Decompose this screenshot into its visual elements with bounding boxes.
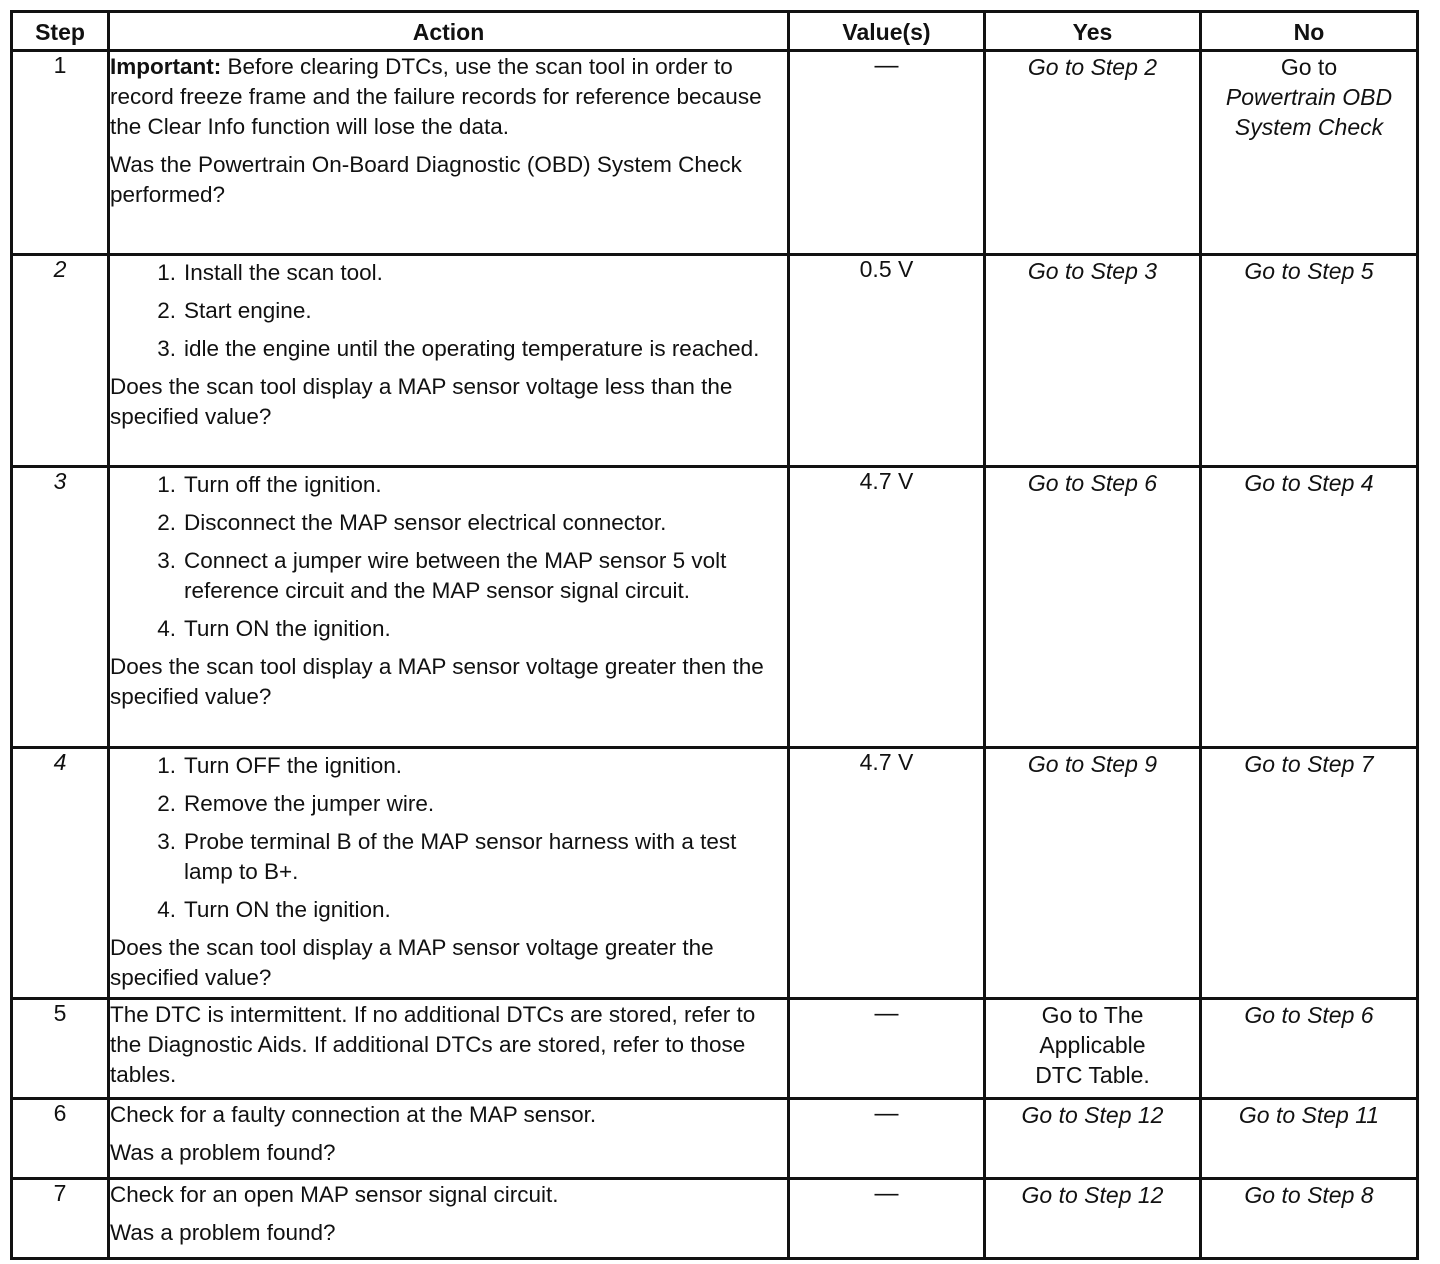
- step-number: 3: [12, 467, 109, 748]
- list-item: 3. Probe terminal B of the MAP sensor harness with a test lamp to B+.: [157, 829, 737, 884]
- header-row: [12, 12, 1418, 51]
- list-item: 3. idle the engine until the operating temperature is reached.: [157, 336, 760, 361]
- no-cell: [1201, 467, 1418, 748]
- header-no: No: [1201, 12, 1418, 51]
- no-goto-link[interactable]: Go to Step 5: [1244, 258, 1374, 284]
- no-goto-link[interactable]: Go to Step 7: [1244, 751, 1374, 777]
- yes-cell: [985, 999, 1201, 1099]
- header-yes: Yes: [985, 12, 1201, 51]
- action-question: Was the Powertrain On-Board Diagnostic (OBD) System Check performed?: [110, 152, 742, 207]
- yes-cell: [985, 255, 1201, 467]
- important-label: Important:: [110, 54, 222, 79]
- value-text: 4.7 V: [859, 749, 914, 775]
- value-cell: [789, 1099, 985, 1179]
- step-number: 1: [12, 51, 109, 255]
- no-cell: [1201, 255, 1418, 467]
- yes-goto-link[interactable]: Go to Step 2: [1027, 54, 1158, 80]
- no-cell: [1201, 1179, 1418, 1259]
- list-item: 2. Start engine.: [157, 298, 312, 323]
- value-text: —: [874, 1180, 899, 1207]
- value-text: 0.5 V: [859, 256, 914, 282]
- step-number: 2: [12, 255, 109, 467]
- yes-cell: [985, 1099, 1201, 1179]
- value-text: —: [874, 52, 899, 79]
- table-row: [12, 999, 1418, 1099]
- list-item: 1. Turn OFF the ignition.: [157, 753, 403, 778]
- action-cell: [109, 999, 789, 1099]
- action-cell: [109, 467, 789, 748]
- list-item: 1. Install the scan tool.: [157, 260, 383, 285]
- yes-cell: [985, 51, 1201, 255]
- value-cell: [789, 1179, 985, 1259]
- action-question: Does the scan tool display a MAP sensor voltage greater then the specified value?: [110, 654, 764, 709]
- no-goto-link[interactable]: Go to Step 11: [1238, 1102, 1380, 1128]
- yes-cell: [985, 1179, 1201, 1259]
- yes-cell: [985, 748, 1201, 999]
- action-steps-list: [110, 258, 787, 364]
- table-row: [12, 467, 1418, 748]
- yes-goto-link[interactable]: Go to Step 12: [1021, 1102, 1164, 1128]
- yes-goto-link[interactable]: Go to Step 6: [1027, 470, 1158, 496]
- list-item: 2. Disconnect the MAP sensor electrical connector.: [157, 510, 667, 535]
- no-goto-link[interactable]: Go to Step 4: [1244, 470, 1374, 496]
- table-row: [12, 1179, 1418, 1259]
- diagnostic-table: [10, 10, 1419, 1260]
- action-text: Check for an open MAP sensor signal circuit.: [110, 1182, 559, 1207]
- action-cell: [109, 748, 789, 999]
- list-item: 2. Remove the jumper wire.: [157, 791, 435, 816]
- table-row: [12, 1099, 1418, 1179]
- action-cell: [109, 255, 789, 467]
- header-action: Action: [109, 12, 789, 51]
- action-cell: [109, 1179, 789, 1259]
- no-goto-link[interactable]: Go to Step 6: [1244, 1002, 1374, 1028]
- value-cell: [789, 255, 985, 467]
- no-goto-prefix: Go to: [1280, 54, 1338, 80]
- header-step: Step: [12, 12, 109, 51]
- value-text: —: [874, 1000, 899, 1027]
- list-item: 4. Turn ON the ignition.: [157, 616, 391, 641]
- step-number: 7: [12, 1179, 109, 1259]
- important-note: [110, 52, 787, 142]
- action-question: Was a problem found?: [110, 1220, 336, 1245]
- no-cell: [1201, 748, 1418, 999]
- no-cell: [1201, 999, 1418, 1099]
- list-item: 1. Turn off the ignition.: [157, 472, 382, 497]
- step-number: 4: [12, 748, 109, 999]
- no-cell: [1201, 1099, 1418, 1179]
- yes-goto-link[interactable]: Go to Step 9: [1027, 751, 1158, 777]
- value-text: —: [874, 1100, 899, 1127]
- header-values: Value(s): [789, 12, 985, 51]
- table-row: [12, 51, 1418, 255]
- step-number: 5: [12, 999, 109, 1099]
- value-cell: [789, 467, 985, 748]
- value-cell: [789, 748, 985, 999]
- action-question: Does the scan tool display a MAP sensor voltage less than the specified value?: [110, 374, 733, 429]
- action-question: Was a problem found?: [110, 1140, 336, 1165]
- no-goto-link[interactable]: Powertrain OBD System Check: [1225, 84, 1393, 140]
- action-text: The DTC is intermittent. If no additional DTCs are stored, refer to the Diagnostic Aids. If additional DTCs are stored, refer to those tables.: [110, 1002, 756, 1087]
- yes-goto-link[interactable]: Go to Step 12: [1021, 1182, 1164, 1208]
- step-number: 6: [12, 1099, 109, 1179]
- list-item: 3. Connect a jumper wire between the MAP sensor 5 volt reference circuit and the MAP sensor signal circuit.: [157, 548, 727, 603]
- table-row: [12, 255, 1418, 467]
- list-item: 4. Turn ON the ignition.: [157, 897, 391, 922]
- no-cell: [1201, 51, 1418, 255]
- action-question: Does the scan tool display a MAP sensor voltage greater the specified value?: [110, 935, 714, 990]
- yes-goto-link[interactable]: Go to Step 3: [1027, 258, 1158, 284]
- no-goto-link[interactable]: Go to Step 8: [1244, 1182, 1374, 1208]
- value-cell: [789, 51, 985, 255]
- value-text: 4.7 V: [859, 468, 914, 494]
- action-cell: [109, 1099, 789, 1179]
- action-text: Check for a faulty connection at the MAP sensor.: [110, 1102, 597, 1127]
- action-cell: [109, 51, 789, 255]
- table-row: [12, 748, 1418, 999]
- value-cell: [789, 999, 985, 1099]
- action-steps-list: [110, 470, 787, 644]
- yes-cell: [985, 467, 1201, 748]
- action-steps-list: [110, 751, 787, 925]
- yes-goto-link[interactable]: Go to The Applicable DTC Table.: [1035, 1002, 1150, 1088]
- important-text: Before clearing DTCs, use the scan tool in order to record freeze frame and the failure records for reference because the Clear Info function will lose the data.: [110, 54, 762, 139]
